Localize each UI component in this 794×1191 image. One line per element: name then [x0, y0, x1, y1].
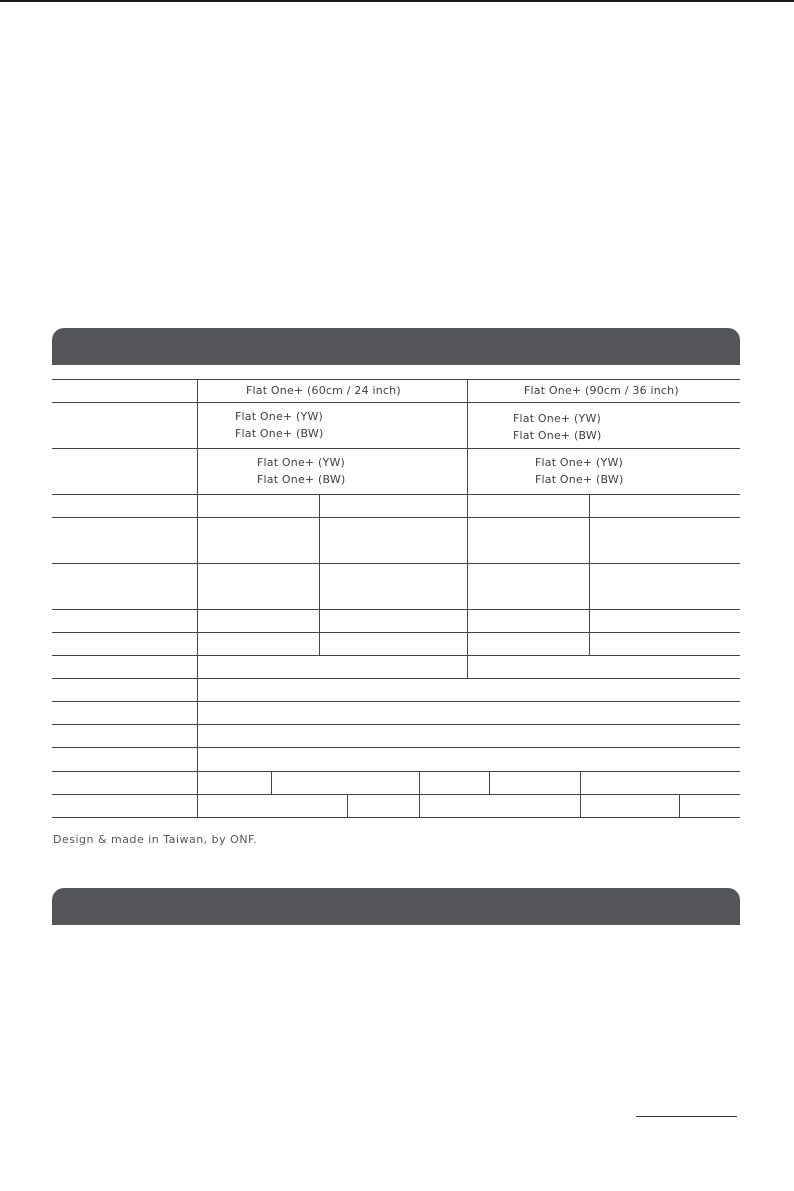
footer-rule [636, 1116, 737, 1117]
table-rule [52, 678, 740, 679]
table-col-rule [580, 771, 581, 794]
table-col-rule [419, 771, 420, 794]
page-top-rule [0, 0, 794, 2]
row3-right-line1: Flat One+ (YW) [535, 456, 624, 469]
table-rule [52, 701, 740, 702]
table-rule [52, 724, 740, 725]
table-rule [52, 632, 740, 633]
row2-left-line2: Flat One+ (BW) [235, 427, 324, 440]
header-model-90cm: Flat One+ (90cm / 36 inch) [524, 384, 679, 397]
table-col-rule [467, 379, 468, 494]
table-rule [52, 655, 740, 656]
table-rule [52, 379, 740, 380]
row2-left-line1: Flat One+ (YW) [235, 410, 324, 423]
table-rule [52, 747, 740, 748]
table-col-rule [467, 494, 468, 655]
table-col-rule [347, 794, 348, 817]
origin-note: Design & made in Taiwan, by ONF. [53, 833, 258, 846]
table-rule [52, 609, 740, 610]
table-col-rule [467, 655, 468, 678]
section-header-bar-secondary [52, 888, 740, 925]
table-rule [52, 794, 740, 795]
table-col-rule [489, 771, 490, 794]
row2-right-line1: Flat One+ (YW) [513, 412, 602, 425]
table-rule [52, 771, 740, 772]
row3-left-line1: Flat One+ (YW) [257, 456, 346, 469]
table-rule [52, 494, 740, 495]
table-col-rule [319, 494, 320, 655]
table-rule [52, 402, 740, 403]
table-col-rule [580, 794, 581, 817]
table-rule [52, 448, 740, 449]
table-rule [52, 517, 740, 518]
table-rule [52, 563, 740, 564]
table-rule [52, 817, 740, 818]
row3-right-line2: Flat One+ (BW) [535, 473, 624, 486]
section-header-bar-specifications [52, 328, 740, 365]
row2-right-line2: Flat One+ (BW) [513, 429, 602, 442]
table-col-rule [197, 379, 198, 817]
table-col-rule [679, 794, 680, 817]
table-col-rule [589, 494, 590, 655]
table-col-rule [271, 771, 272, 794]
row3-left-line2: Flat One+ (BW) [257, 473, 346, 486]
table-col-rule [419, 794, 420, 817]
header-model-60cm: Flat One+ (60cm / 24 inch) [246, 384, 401, 397]
